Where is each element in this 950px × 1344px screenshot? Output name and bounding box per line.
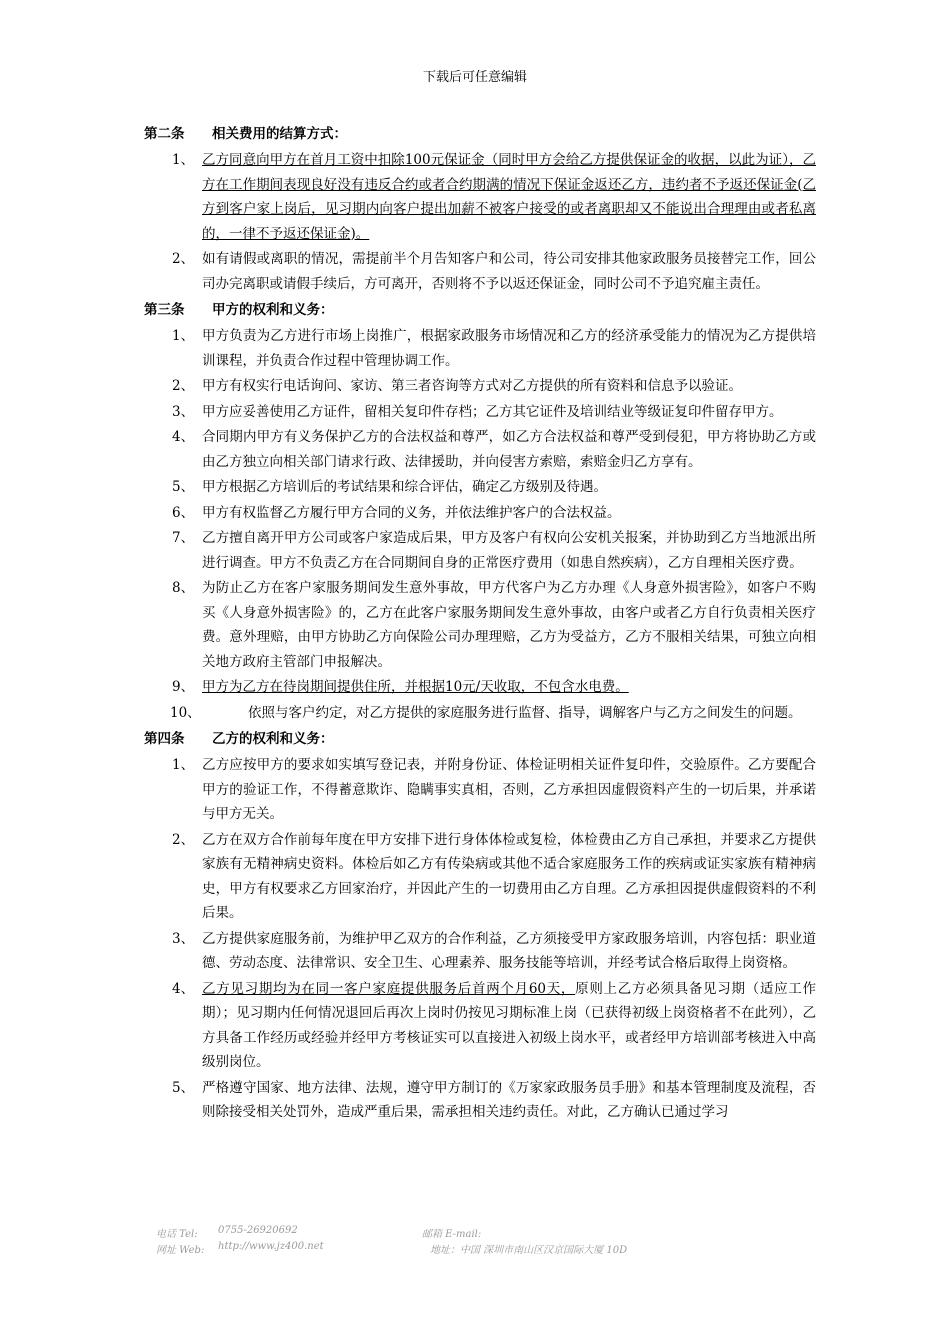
clause-item bbox=[144, 753, 816, 827]
clause-item bbox=[144, 675, 816, 700]
clause-item bbox=[144, 148, 816, 246]
clause-number: 2、 bbox=[172, 251, 195, 267]
section-title: 甲方的权利和义务： bbox=[212, 302, 334, 318]
clause-item bbox=[144, 247, 816, 296]
clause-number: 2、 bbox=[172, 831, 195, 848]
clause-text: 甲方根据乙方培训后的考试结果和综合评估，确定乙方级别及待遇。 bbox=[202, 479, 607, 495]
clause-item bbox=[144, 526, 816, 575]
clause-text: 严格遵守国家、地方法律、法规，遵守甲方制订的《万家家政服务员手册》和基本管理制度及流程，否则除接受相关处罚外，造成严重后果，需承担相关违约责任。对此，乙方确认已通过学习 bbox=[202, 1079, 816, 1120]
clause-number: 7、 bbox=[172, 530, 195, 546]
clause-number: 2、 bbox=[172, 378, 195, 394]
clause-number: 5、 bbox=[172, 1079, 195, 1096]
clause-item bbox=[144, 828, 816, 926]
clause-text: 乙方应按甲方的要求如实填写登记表，并附身份证、体检证明相关证件复印件，交验原件。乙方要配合甲方的验证工作，不得蓄意欺诈、隐瞒事实真相，否则，乙方承担因虚假资料产生的一切后果，并承诺与甲方无关。 bbox=[202, 757, 816, 822]
clause-text: 如有请假或离职的情况，需提前半个月告知客户和公司，待公司安排其他家政服务员接替完工作，回公司办完离职或请假手续后，方可离开，否则将不予以返还保证金，同时公司不予追究雇主责任。 bbox=[202, 251, 816, 292]
clause-number: 1、 bbox=[172, 328, 195, 344]
footer-email-label: 邮箱 E-mail: bbox=[422, 1229, 482, 1240]
clause-text: 依照与客户约定，对乙方提供的家庭服务进行监督、指导，调解客户与乙方之间发生的问题。 bbox=[248, 704, 802, 721]
clause-text: 乙方在双方合作前每年度在甲方安排下进行身体体检或复检，体检费由乙方自己承担，并要求乙方提供家族有无精神病史资料。体检后如乙方有传染病或其他不适合家庭服务工作的疾病或证实家族有精神病史，甲方有权要求乙方回家治疗，并因此产生的一切费用由乙方自理。乙方承担因提供虚假资料的不利后果。 bbox=[202, 831, 816, 921]
clause-item bbox=[144, 501, 816, 526]
clause-text: 合同期内甲方有义务保护乙方的合法权益和尊严，如乙方合法权益和尊严受到侵犯，甲方将协助乙方或由乙方独立向相关部门请求行政、法律援助，并向侵害方索赔，索赔金归乙方享有。 bbox=[202, 429, 816, 470]
clause-text: 原则上乙方必须具备见习期（适应工作期）；见习期内任何情况退回后再次上岗时仍按见习期标准上岗（已获得初级上岗资格者不在此列），乙方具备工作经历或经验并经甲方考核证实可以直接进入初级上岗水平，或者经甲方培训部考核进入中高级别岗位。 bbox=[202, 980, 816, 1070]
clause-number: 5、 bbox=[172, 479, 195, 495]
clause-item bbox=[144, 977, 816, 1075]
clause-item bbox=[144, 324, 816, 373]
section-title: 乙方的权利和义务： bbox=[212, 731, 334, 747]
clause-item bbox=[144, 400, 816, 425]
footer-address: 地址：中国 深圳市南山区汉京国际大厦 10D bbox=[430, 1245, 628, 1256]
clause-number: 10、 bbox=[170, 704, 201, 721]
clause-number: 3、 bbox=[172, 930, 195, 947]
clause-text: 乙方擅自离开甲方公司或客户家造成后果，甲方及客户有权向公安机关报案，并协助到乙方当地派出所进行调查。甲方不负责乙方在合同期间自身的正常医疗费用（如患自然疾病），乙方自理相关医疗费。 bbox=[202, 530, 816, 571]
footer-web-label: 网址 Web: bbox=[156, 1245, 205, 1256]
clause-number: 1、 bbox=[172, 152, 195, 168]
clause-number: 8、 bbox=[172, 580, 195, 596]
clause-item bbox=[144, 425, 816, 474]
clause-number: 3、 bbox=[172, 403, 195, 420]
clause-item bbox=[144, 475, 816, 500]
clause-text: 甲方有权实行电话询问、家访、第三者咨询等方式对乙方提供的所有资料和信息予以验证。 bbox=[202, 378, 742, 394]
clause-number: 4、 bbox=[172, 980, 195, 997]
section-number: 第四条 bbox=[144, 731, 185, 747]
clause-item bbox=[144, 927, 816, 976]
clause-number: 4、 bbox=[172, 429, 195, 445]
clause-number: 6、 bbox=[172, 504, 195, 521]
clause-item bbox=[144, 1076, 816, 1125]
clause-text: 甲方应妥善使用乙方证件，留相关复印件存档；乙方其它证件及培训结业等级证复印件留存甲方。 bbox=[202, 403, 783, 420]
clause-item bbox=[144, 374, 816, 399]
section-number: 第三条 bbox=[144, 302, 185, 318]
clause-item bbox=[144, 576, 816, 674]
section-heading bbox=[144, 727, 816, 751]
clause-text: 甲方有权监督乙方履行甲方合同的义务，并依法维护客户的合法权益。 bbox=[202, 504, 621, 521]
section-heading bbox=[144, 122, 816, 146]
clause-item bbox=[144, 701, 816, 726]
document-body bbox=[144, 120, 816, 1126]
section-heading bbox=[144, 298, 816, 322]
clause-text: 乙方提供家庭服务前，为维护甲乙双方的合作利益，乙方须接受甲方家政服务培训，内容包括：职业道德、劳动态度、法律常识、安全卫生、心理素养、服务技能等培训，并经考试合格后取得上岗资格。 bbox=[202, 930, 816, 971]
clause-text: 甲方负责为乙方进行市场上岗推广，根据家政服务市场情况和乙方的经济承受能力的情况为乙方提供培训课程，并负责合作过程中管理协调工作。 bbox=[202, 328, 816, 369]
footer-web-link[interactable]: http://www.jz400.net bbox=[218, 1241, 324, 1252]
clause-underlined-text: 乙方见习期均为在同一客户家庭提供服务后首两个月60天， bbox=[202, 980, 576, 997]
clause-underlined-text: 甲方为乙方在待岗期间提供住所，并根据10元/天收取，不包含水电费。 bbox=[202, 679, 629, 695]
clause-underlined-text: 乙方同意向甲方在首月工资中扣除100元保证金（同时甲方会给乙方提供保证金的收据，以此为证），乙方在工作期间表现良好没有违反合约或者合约期满的情况下保证金返还乙方，违约者不予返还保证金(乙方到客户家上岗后，见习期内向客户提出加薪不被客户接受的或者离职却又不能说出合理理由或者私离的，一律不予返还保证金)。 bbox=[202, 152, 816, 242]
clause-text: 为防止乙方在客户家服务期间发生意外事故，甲方代客户为乙方办理《人身意外损害险》，如客户不购买《人身意外损害险》的，乙方在此客户家服务期间发生意外事故，由客户或者乙方自行负责相关医疗费。意外理赔，由甲方协助乙方向保险公司办理理赔，乙方为受益方，乙方不服相关结果，可独立向相关地方政府主管部门申报解决。 bbox=[202, 580, 816, 670]
footer-tel: 0755-26920692 bbox=[218, 1225, 298, 1236]
clause-number: 9、 bbox=[172, 679, 195, 695]
clause-number: 1、 bbox=[172, 757, 195, 773]
page-header: 下载后可任意编辑 bbox=[422, 70, 527, 85]
footer-tel-label: 电话 Tel: bbox=[156, 1229, 198, 1240]
section-number: 第二条 bbox=[144, 126, 185, 142]
section-title: 相关费用的结算方式： bbox=[212, 126, 347, 142]
